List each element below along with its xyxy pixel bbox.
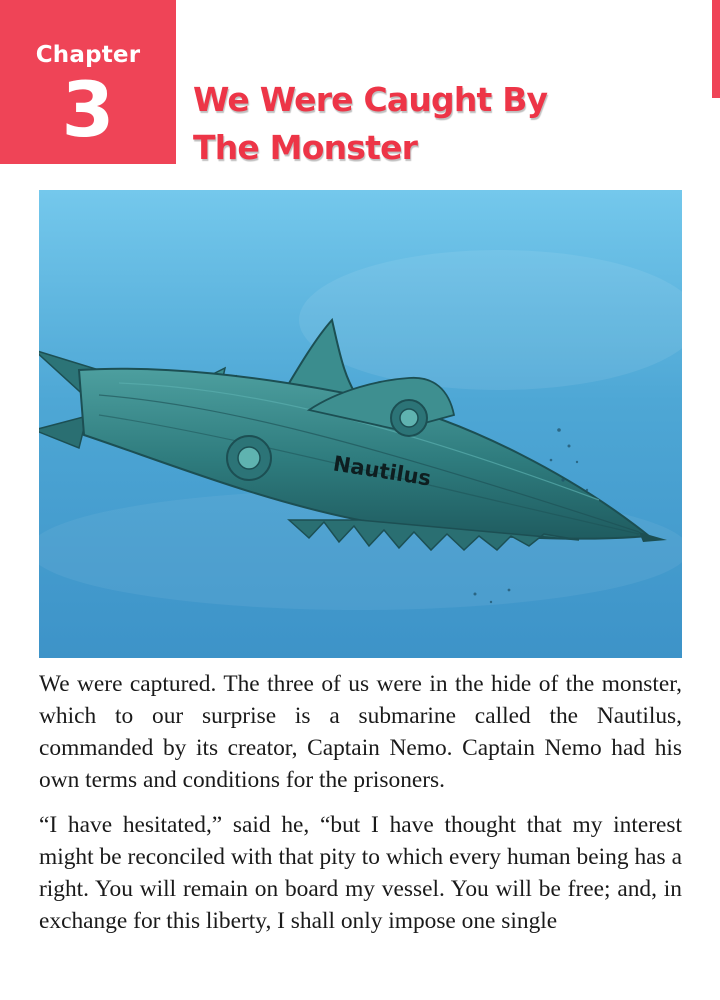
paragraph-2: “I have hesitated,” said he, “but I have thought that my interest might be reconciled with that pity to which every human being has a right. You will remain on board my vessel. You will be free; and, in exchange for this liberty, I shall only impose one single: [39, 812, 682, 934]
submarine-name-label: Nautilus: [331, 451, 433, 491]
nautilus-illustration: [39, 190, 682, 658]
chapter-number: 3: [61, 65, 115, 154]
page-edge-marker: [712, 0, 720, 98]
submarine-scene: [39, 190, 682, 658]
chapter-title-line-2: The Monster: [193, 128, 418, 167]
paragraph-1: We were captured. The three of us were in the hide of the monster, which to our surprise is a submarine called the Nautilus, commanded by its creator, Captain Nemo. Captain Nemo had his own terms and conditions for the prisoners.: [39, 671, 682, 793]
story-text: [39, 668, 682, 950]
chapter-title: [193, 76, 653, 172]
chapter-label: Chapter: [35, 42, 141, 68]
chapter-title-line-1: We Were Caught By: [193, 80, 548, 119]
chapter-badge: [0, 0, 176, 164]
